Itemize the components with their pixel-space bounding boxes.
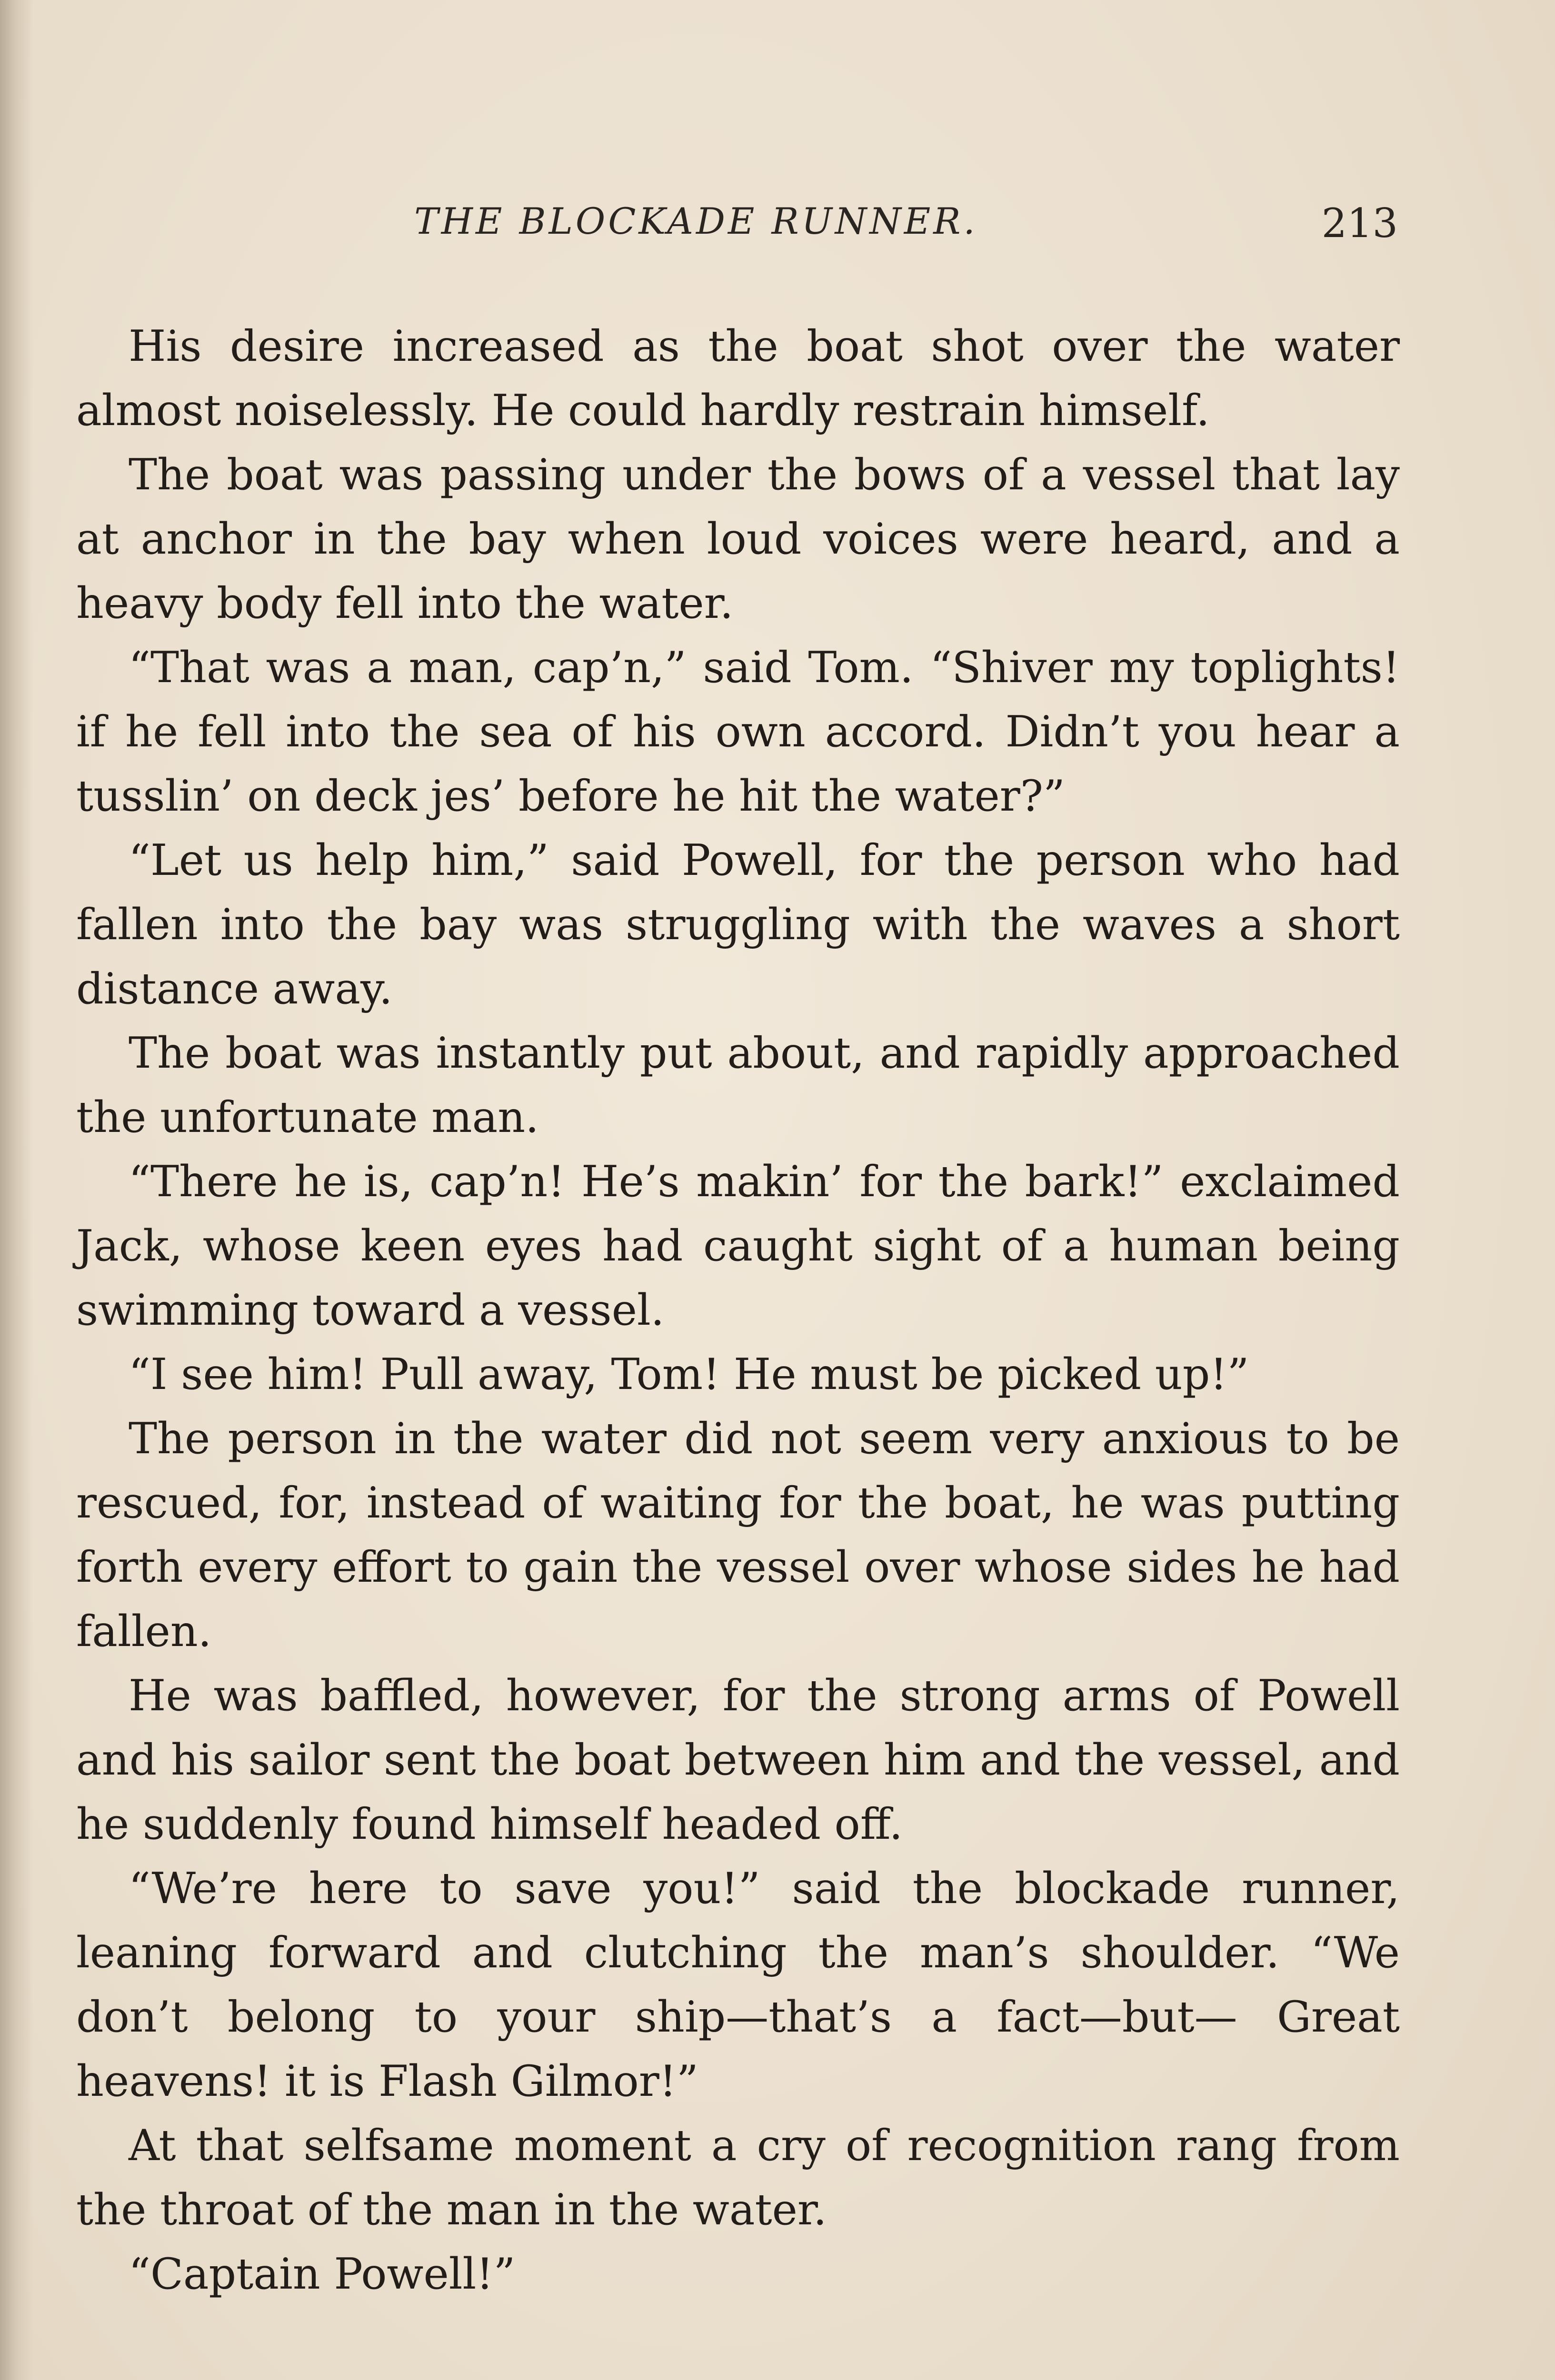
paragraph: “Let us help him,” said Powell, for the person who had fallen into the bay was struggling with the waves a short distance away. xyxy=(76,835,1400,1014)
spine-shadow xyxy=(0,0,33,2380)
page-number: 213 xyxy=(1321,200,1398,247)
paragraph: His desire increased as the boat shot over the water almost noiselessly. He could hardly restrain himself. xyxy=(76,321,1400,436)
running-title: THE BLOCKADE RUNNER. xyxy=(414,200,978,242)
paragraph: The boat was passing under the bows of a vessel that lay at anchor in the bay when loud voices were heard, and a heavy body fell into the water. xyxy=(76,450,1400,628)
paragraph: “That was a man, cap’n,” said Tom. “Shiver my toplights! if he fell into the sea of his own accord. Didn’t you hear a tusslin’ on deck jes’ before he hit the water?” xyxy=(76,643,1400,821)
paragraph: At that selfsame moment a cry of recognition rang from the throat of the man in the water. xyxy=(76,2121,1400,2235)
paragraph: “I see him! Pull away, Tom! He must be picked up!” xyxy=(129,1349,1249,1399)
body-text xyxy=(76,314,1400,2306)
paragraph: The boat was instantly put about, and rapidly approached the unfortunate man. xyxy=(76,1028,1400,1142)
paragraph: “There he is, cap’n! He’s makin’ for the bark!” exclaimed Jack, whose keen eyes had caught sight of a human being swimming toward a vessel. xyxy=(76,1157,1400,1335)
paragraph: The person in the water did not seem very anxious to be rescued, for, instead of waiting for the boat, he was putting forth every effort to gain the vessel over whose sides he had fallen. xyxy=(76,1414,1400,1656)
paragraph: “We’re here to save you!” said the blockade runner, leaning forward and clutching the man’s shoulder. “We don’t belong to your ship—that’s a fact—but— Great heavens! it is Flash Gilmor!” xyxy=(76,1864,1400,2106)
paragraph: “Captain Powell!” xyxy=(129,2249,516,2299)
paragraph: He was baffled, however, for the strong arms of Powell and his sailor sent the boat between him and the vessel, and he suddenly found himself headed off. xyxy=(76,1671,1400,1849)
